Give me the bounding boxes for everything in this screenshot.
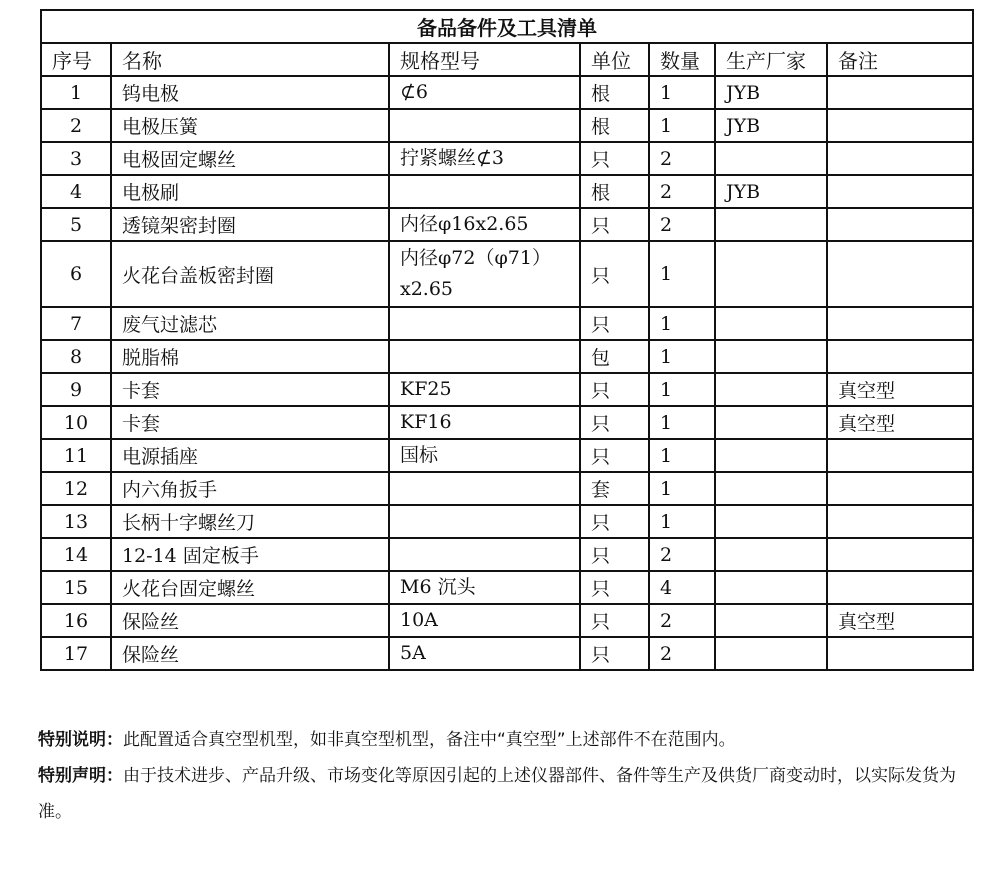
cell-note: [827, 538, 973, 571]
cell-unit: 只: [580, 373, 649, 406]
table-row: [41, 142, 973, 175]
table-row: [41, 406, 973, 439]
special-statement-label: 特别声明：: [38, 766, 123, 786]
cell-unit: 根: [580, 175, 649, 208]
cell-unit: 只: [580, 505, 649, 538]
header-qty: 数量: [649, 43, 715, 76]
cell-qty: 4: [649, 571, 715, 604]
cell-note: [827, 307, 973, 340]
spare-parts-table: [40, 9, 974, 671]
special-statement: [38, 758, 978, 830]
cell-no: 13: [41, 505, 111, 538]
cell-note: [827, 571, 973, 604]
cell-qty: 2: [649, 538, 715, 571]
cell-maker: [715, 604, 827, 637]
cell-qty: 2: [649, 208, 715, 241]
cell-name: 电极刷: [111, 175, 389, 208]
cell-name: 卡套: [111, 373, 389, 406]
cell-maker: [715, 571, 827, 604]
cell-maker: [715, 538, 827, 571]
cell-spec: [389, 307, 580, 340]
cell-qty: 1: [649, 472, 715, 505]
cell-no: 10: [41, 406, 111, 439]
cell-unit: 只: [580, 637, 649, 670]
cell-maker: [715, 307, 827, 340]
cell-no: 15: [41, 571, 111, 604]
cell-spec: [389, 505, 580, 538]
cell-spec: [389, 109, 580, 142]
cell-spec: KF25: [389, 373, 580, 406]
cell-name: 透镜架密封圈: [111, 208, 389, 241]
cell-qty: 1: [649, 406, 715, 439]
cell-spec: 5A: [389, 637, 580, 670]
cell-maker: [715, 439, 827, 472]
cell-qty: 2: [649, 142, 715, 175]
special-statement-text: 由于技术进步、产品升级、市场变化等原因引起的上述仪器部件、备件等生产及供货厂商变动时，以实际发货为准。: [38, 766, 956, 822]
cell-no: 14: [41, 538, 111, 571]
cell-qty: 1: [649, 439, 715, 472]
cell-qty: 2: [649, 637, 715, 670]
cell-name: 内六角扳手: [111, 472, 389, 505]
notes-section: [38, 722, 978, 830]
cell-note: [827, 208, 973, 241]
special-note-text: 此配置适合真空型机型，如非真空型机型，备注中“真空型”上述部件不在范围内。: [123, 730, 736, 750]
cell-unit: 包: [580, 340, 649, 373]
cell-unit: 套: [580, 472, 649, 505]
cell-spec: [389, 538, 580, 571]
table-header-row: [41, 43, 973, 76]
header-note: 备注: [827, 43, 973, 76]
cell-unit: 只: [580, 406, 649, 439]
cell-spec: [389, 175, 580, 208]
cell-name: 废气过滤芯: [111, 307, 389, 340]
cell-no: 9: [41, 373, 111, 406]
cell-note: [827, 505, 973, 538]
cell-maker: [715, 340, 827, 373]
table-row: [41, 241, 973, 307]
cell-maker: [715, 208, 827, 241]
cell-name: 火花台盖板密封圈: [111, 241, 389, 307]
cell-name: 脱脂棉: [111, 340, 389, 373]
cell-name: 电极固定螺丝: [111, 142, 389, 175]
cell-note: 真空型: [827, 604, 973, 637]
cell-qty: 2: [649, 175, 715, 208]
table-row: [41, 76, 973, 109]
table-row: [41, 439, 973, 472]
table-row: [41, 307, 973, 340]
cell-unit: 只: [580, 571, 649, 604]
cell-no: 11: [41, 439, 111, 472]
cell-spec: M6 沉头: [389, 571, 580, 604]
special-note-label: 特别说明：: [38, 730, 123, 750]
cell-maker: [715, 637, 827, 670]
cell-no: 2: [41, 109, 111, 142]
cell-unit: 只: [580, 241, 649, 307]
cell-qty: 1: [649, 373, 715, 406]
cell-maker: [715, 406, 827, 439]
cell-note: 真空型: [827, 406, 973, 439]
cell-spec: [389, 340, 580, 373]
cell-note: [827, 637, 973, 670]
cell-maker: JYB: [715, 109, 827, 142]
cell-qty: 1: [649, 109, 715, 142]
cell-spec: 10A: [389, 604, 580, 637]
cell-unit: 根: [580, 76, 649, 109]
cell-maker: JYB: [715, 76, 827, 109]
table-row: [41, 175, 973, 208]
table-row: [41, 472, 973, 505]
cell-note: [827, 472, 973, 505]
cell-no: 17: [41, 637, 111, 670]
cell-unit: 只: [580, 208, 649, 241]
cell-qty: 1: [649, 340, 715, 373]
cell-no: 7: [41, 307, 111, 340]
cell-unit: 只: [580, 142, 649, 175]
cell-maker: [715, 373, 827, 406]
cell-spec: ⊄6: [389, 76, 580, 109]
cell-spec: 拧紧螺丝⊄3: [389, 142, 580, 175]
cell-note: [827, 109, 973, 142]
cell-note: [827, 340, 973, 373]
special-note: [38, 722, 978, 758]
table-row: [41, 109, 973, 142]
cell-no: 6: [41, 241, 111, 307]
cell-unit: 只: [580, 604, 649, 637]
cell-qty: 2: [649, 604, 715, 637]
header-spec: 规格型号: [389, 43, 580, 76]
cell-no: 12: [41, 472, 111, 505]
cell-no: 3: [41, 142, 111, 175]
table-row: [41, 538, 973, 571]
cell-no: 5: [41, 208, 111, 241]
cell-spec: 内径φ72（φ71）x2.65: [389, 241, 580, 307]
cell-maker: [715, 505, 827, 538]
table-row: [41, 340, 973, 373]
header-maker: 生产厂家: [715, 43, 827, 76]
header-name: 名称: [111, 43, 389, 76]
header-unit: 单位: [580, 43, 649, 76]
cell-note: 真空型: [827, 373, 973, 406]
cell-qty: 1: [649, 241, 715, 307]
cell-maker: JYB: [715, 175, 827, 208]
cell-spec: 内径φ16x2.65: [389, 208, 580, 241]
cell-unit: 只: [580, 307, 649, 340]
cell-unit: 只: [580, 538, 649, 571]
cell-qty: 1: [649, 505, 715, 538]
cell-note: [827, 142, 973, 175]
cell-name: 钨电极: [111, 76, 389, 109]
cell-no: 8: [41, 340, 111, 373]
table-row: [41, 637, 973, 670]
cell-name: 电极压簧: [111, 109, 389, 142]
table-title: 备品备件及工具清单: [41, 10, 973, 43]
cell-note: [827, 175, 973, 208]
table-row: [41, 373, 973, 406]
cell-spec: [389, 472, 580, 505]
cell-name: 保险丝: [111, 604, 389, 637]
table-row: [41, 505, 973, 538]
table-row: [41, 571, 973, 604]
cell-unit: 只: [580, 439, 649, 472]
cell-unit: 根: [580, 109, 649, 142]
table-row: [41, 604, 973, 637]
cell-name: 电源插座: [111, 439, 389, 472]
cell-note: [827, 439, 973, 472]
header-no: 序号: [41, 43, 111, 76]
cell-name: 卡套: [111, 406, 389, 439]
cell-qty: 1: [649, 76, 715, 109]
cell-name: 保险丝: [111, 637, 389, 670]
cell-name: 火花台固定螺丝: [111, 571, 389, 604]
cell-no: 1: [41, 76, 111, 109]
table-row: [41, 208, 973, 241]
cell-note: [827, 241, 973, 307]
cell-note: [827, 76, 973, 109]
cell-maker: [715, 142, 827, 175]
cell-maker: [715, 472, 827, 505]
cell-spec: 国标: [389, 439, 580, 472]
cell-no: 16: [41, 604, 111, 637]
cell-name: 长柄十字螺丝刀: [111, 505, 389, 538]
cell-spec: KF16: [389, 406, 580, 439]
cell-no: 4: [41, 175, 111, 208]
cell-maker: [715, 241, 827, 307]
cell-name: 12-14 固定板手: [111, 538, 389, 571]
cell-qty: 1: [649, 307, 715, 340]
